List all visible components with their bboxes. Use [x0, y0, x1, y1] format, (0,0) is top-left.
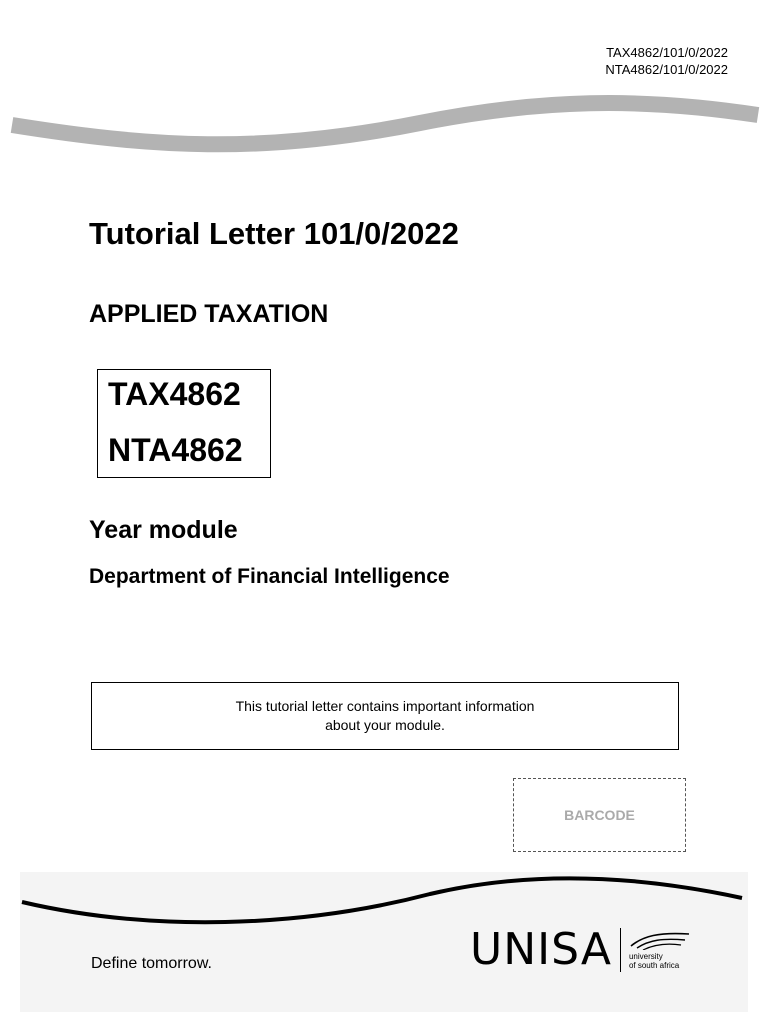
page-title: Tutorial Letter 101/0/2022: [89, 216, 459, 251]
logo-wordmark: UNISA: [470, 924, 612, 975]
subject-heading: APPLIED TAXATION: [89, 300, 329, 328]
module-type: Year module: [89, 516, 238, 544]
header-code-tax: TAX4862/101/0/2022: [606, 45, 728, 60]
logo-side: [629, 928, 699, 972]
logo-sub-line-1: university: [628, 952, 663, 961]
barcode-label: BARCODE: [564, 807, 635, 823]
bird-icon: [629, 930, 691, 950]
logo-subtitle: [629, 952, 679, 970]
module-code-box: [97, 369, 271, 478]
logo-divider: [620, 928, 621, 972]
footer-tagline: Define tomorrow.: [91, 955, 212, 972]
info-line-2: about your module.: [325, 717, 445, 733]
header-code-nta: NTA4862/101/0/2022: [605, 62, 728, 77]
top-wave-decoration: [0, 85, 768, 165]
unisa-logo: [470, 926, 699, 974]
header-module-codes: [605, 44, 728, 78]
module-code-nta: NTA4862: [108, 432, 243, 468]
barcode-placeholder: [513, 778, 686, 852]
info-line-1: This tutorial letter contains important information: [235, 698, 535, 714]
info-notice-box: [91, 682, 679, 750]
logo-sub-line-2: of south africa: [628, 961, 680, 970]
module-code-tax: TAX4862: [108, 376, 241, 412]
department-name: Department of Financial Intelligence: [89, 565, 450, 588]
